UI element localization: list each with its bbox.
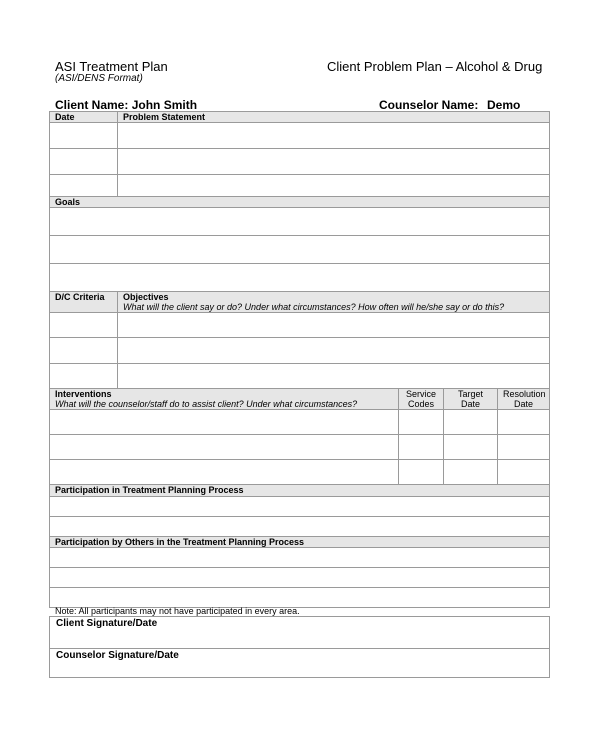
resolution-date-cell[interactable] — [498, 460, 550, 485]
goals-cell[interactable] — [50, 264, 550, 292]
participation-cell[interactable] — [50, 517, 550, 537]
client-name-label: Client Name: — [55, 98, 129, 112]
problem-statement-header: Problem Statement — [118, 112, 550, 123]
participation-others-header: Participation by Others in the Treatment Planning Process — [50, 537, 550, 548]
date-cell[interactable] — [50, 149, 118, 175]
service-code-cell[interactable] — [399, 410, 444, 435]
dc-criteria-cell[interactable] — [50, 313, 118, 338]
intervention-cell[interactable] — [50, 410, 399, 435]
client-name-field — [55, 98, 197, 112]
interventions-table — [49, 388, 550, 485]
target-date-cell[interactable] — [444, 410, 498, 435]
goals-cell[interactable] — [50, 236, 550, 264]
dc-criteria-header: D/C Criteria — [50, 292, 118, 313]
goals-cell[interactable] — [50, 208, 550, 236]
service-codes-header — [399, 389, 444, 410]
dc-criteria-cell[interactable] — [50, 338, 118, 364]
form-subtitle: (ASI/DENS Format) — [55, 73, 143, 84]
resolution-date-cell[interactable] — [498, 435, 550, 460]
participation-others-cell[interactable] — [50, 588, 550, 608]
dc-criteria-cell[interactable] — [50, 364, 118, 391]
interventions-prompt: What will the counselor/staff do to assist client? Under what circumstances? — [55, 399, 358, 409]
service-codes-line2: Codes — [407, 399, 434, 409]
date-header: Date — [50, 112, 118, 123]
participation-others-cell[interactable] — [50, 548, 550, 568]
problem-statement-cell[interactable] — [118, 149, 550, 175]
participation-table — [49, 484, 550, 537]
target-date-cell[interactable] — [444, 460, 498, 485]
client-signature-label: Client Signature/Date — [56, 618, 158, 629]
participation-others-cell[interactable] — [50, 568, 550, 588]
participation-cell[interactable] — [50, 497, 550, 517]
service-code-cell[interactable] — [399, 460, 444, 485]
plan-title: Client Problem Plan – Alcohol & Drug — [327, 59, 543, 74]
objectives-cell[interactable] — [118, 313, 550, 338]
resolution-date-header — [498, 389, 550, 410]
counselor-name-label: Counselor Name: — [379, 98, 479, 112]
service-code-cell[interactable] — [399, 435, 444, 460]
interventions-header — [50, 389, 399, 410]
intervention-cell[interactable] — [50, 435, 399, 460]
target-date-header — [444, 389, 498, 410]
problem-table — [49, 111, 550, 203]
interventions-header-label: Interventions — [55, 389, 112, 399]
objectives-header-label: Objectives — [123, 292, 169, 302]
goals-header: Goals — [50, 197, 550, 208]
resolution-date-line2: Date — [513, 399, 533, 409]
objectives-cell[interactable] — [118, 338, 550, 364]
form-title: ASI Treatment Plan — [55, 59, 168, 74]
target-date-line2: Date — [460, 399, 480, 409]
objectives-prompt: What will the client say or do? Under what circumstances? How often will he/she say or do this? — [123, 302, 505, 312]
participation-others-table — [49, 536, 550, 608]
counselor-name-value[interactable]: Demo — [487, 98, 521, 112]
counselor-signature-label: Counselor Signature/Date — [56, 650, 179, 661]
participation-header: Participation in Treatment Planning Process — [50, 485, 550, 497]
objectives-table — [49, 291, 550, 391]
target-date-cell[interactable] — [444, 435, 498, 460]
resolution-date-line1: Resolution — [503, 389, 546, 399]
problem-statement-cell[interactable] — [118, 123, 550, 149]
counselor-signature-box[interactable] — [49, 648, 550, 678]
goals-table — [49, 196, 550, 292]
date-cell[interactable] — [50, 123, 118, 149]
intervention-cell[interactable] — [50, 460, 399, 485]
target-date-line1: Target — [457, 389, 483, 399]
objectives-header — [118, 292, 550, 313]
client-signature-box[interactable] — [49, 616, 550, 649]
service-codes-line1: Service — [405, 389, 436, 399]
objectives-cell[interactable] — [118, 364, 550, 391]
participants-note: Note: All participants may not have participated in every area. — [55, 606, 300, 616]
client-name-value[interactable]: John Smith — [131, 98, 198, 112]
resolution-date-cell[interactable] — [498, 410, 550, 435]
